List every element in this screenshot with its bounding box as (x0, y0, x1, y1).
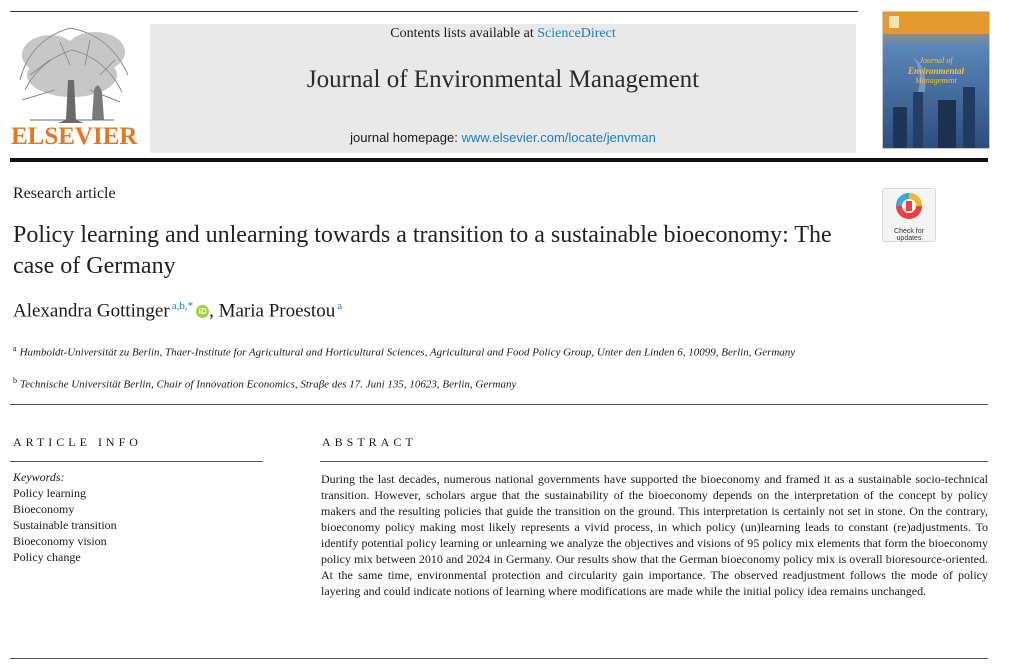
affiliation-a (13, 341, 863, 361)
keywords-block (13, 469, 117, 565)
author-name[interactable]: Alexandra Gottinger (13, 300, 170, 322)
author-affiliation-marks[interactable]: a,b,* (171, 300, 194, 312)
keyword-item: Policy change (13, 550, 81, 564)
bottom-rule (10, 658, 988, 659)
crossmark-line-2: updates (896, 235, 922, 242)
article-info-heading: ARTICLE INFO (13, 435, 142, 449)
author-affiliation-marks[interactable]: a (337, 300, 343, 312)
keyword-item: Sustainable transition (13, 518, 117, 532)
keyword-item: Bioeconomy (13, 502, 75, 516)
cover-line-3: Management (915, 76, 957, 85)
affiliation-b (13, 373, 863, 393)
check-for-updates-label (883, 228, 935, 242)
article-type: Research article (13, 185, 116, 202)
affiliation-divider (10, 404, 988, 405)
keyword-item: Policy learning (13, 486, 86, 500)
affiliation-label: b (13, 376, 17, 385)
abstract-text: During the last decades, numerous national governments have supported the bioeconomy and framed it as a sustainable socio-technical transition. However, scholars argue that the sustainability of the bioeconomy depends on the interpretation of the concept by policy makers and the resulting policies that guide the transition on the ground. This interpretation is certainly not set in stone. On the contrary, bioeconomy policy making most likely represents a vivid process, in which policy (un)learning leads to constant (re)adjustments. To identify potential policy learning or unlearning we analyze the objectives and visions of 95 policy mix elements that form the bioeconomy policy mix between 2010 and 2024 in Germany. Our results show that the German bioeconomy policy mix is overall bioresource-oriented. At the same time, environmental protection and circularity gain importance. The observed readjustment follows the mode of policy layering and could indicate notions of learning where modifications are made while the initial policy idea remains unchanged. (321, 472, 988, 598)
crossmark-icon (883, 189, 935, 223)
abstract-heading: ABSTRACT (322, 435, 417, 449)
orcid-icon[interactable]: iD (196, 305, 209, 318)
contents-prefix: Contents lists available at (390, 26, 534, 41)
affiliation-text: Technische Universität Berlin, Chair of Innovation Economics, Straβe des 17. Juni 135, 10623, Berlin, Germany (20, 378, 517, 391)
keyword-item: Bioeconomy vision (13, 534, 107, 548)
cover-line-1: Journal of (919, 56, 953, 65)
cover-journal-name (883, 56, 989, 86)
author-separator: , (209, 300, 214, 322)
sciencedirect-link[interactable]: ScienceDirect (537, 26, 616, 41)
journal-title[interactable]: Journal of Environmental Management (306, 66, 700, 93)
journal-cover-thumbnail[interactable] (882, 11, 990, 149)
article-title: Policy learning and unlearning towards a transition to a sustainable bioeconomy: The case of Germany (13, 222, 832, 279)
cover-line-2: Environmental (907, 66, 964, 76)
elsevier-logo-text: ELSEVIER (11, 123, 138, 150)
homepage-prefix: journal homepage: (350, 130, 458, 145)
affiliation-label: a (13, 344, 17, 353)
header-divider (10, 158, 988, 162)
contents-line (150, 26, 856, 42)
article-info-rule (10, 461, 263, 462)
affiliation-text: Humboldt-Universität zu Berlin, Thaer-Institute for Agricultural and Horticultural Sciences, Agricultural and Food Policy Group, Unter den Linden 6, 10099, Berlin, Germany (19, 346, 796, 359)
journal-homepage-link[interactable]: www.elsevier.com/locate/jenvman (461, 130, 656, 145)
keywords-label: Keywords: (13, 470, 65, 484)
crossmark-line-1: Check for (894, 228, 924, 235)
homepage-line (150, 130, 856, 145)
author-name[interactable]: Maria Proestou (218, 300, 336, 322)
author-list (13, 300, 342, 322)
check-for-updates-badge[interactable] (882, 188, 936, 242)
top-rule (10, 11, 858, 12)
abstract-rule (320, 461, 988, 462)
